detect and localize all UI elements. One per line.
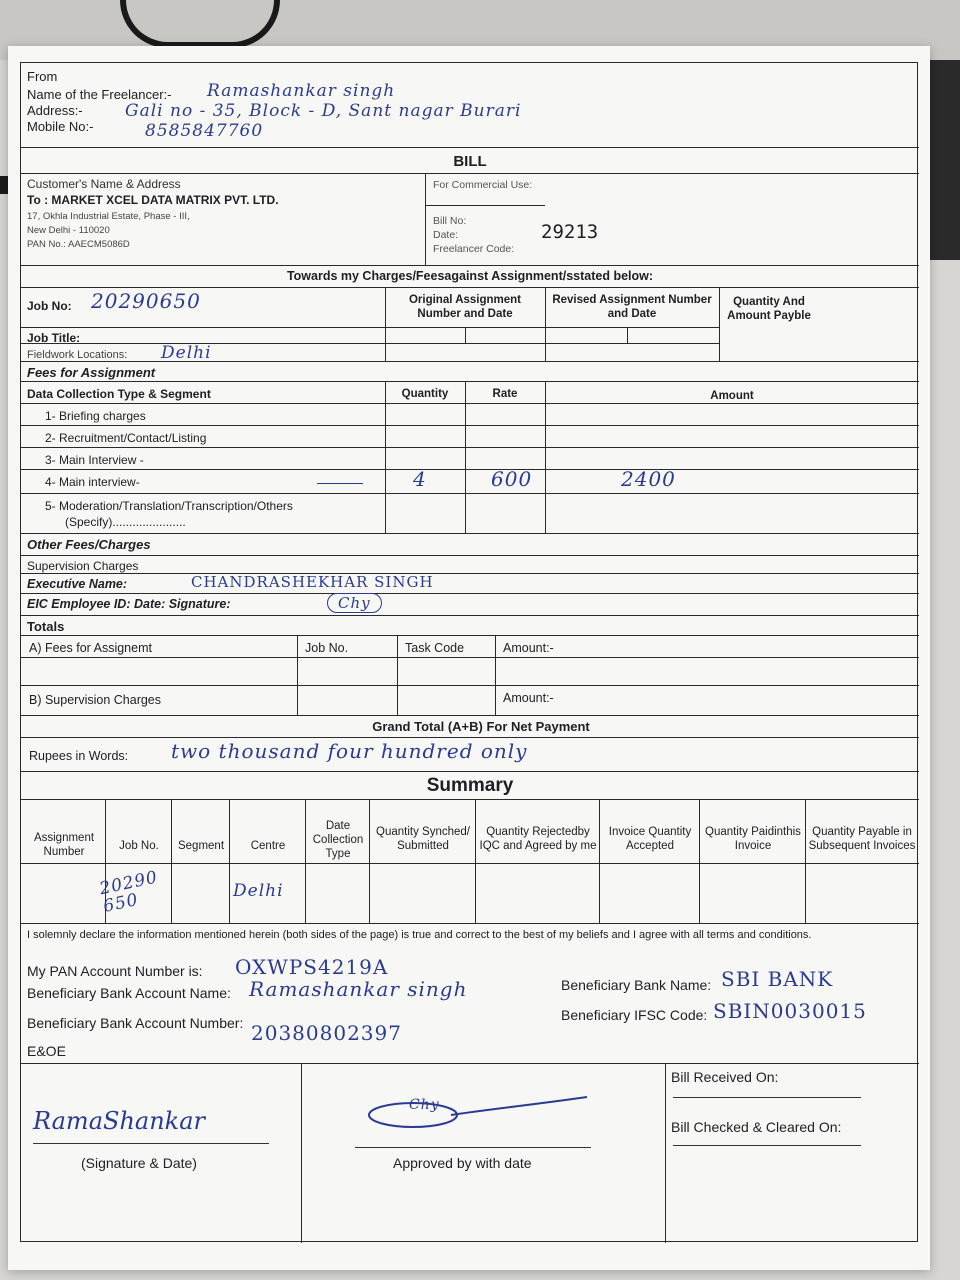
account-name-value: Ramashankar singh (249, 977, 468, 1001)
original-assignment-header: Original Assignment Number and Date (408, 294, 522, 320)
address-value: Gali no - 35, Block - D, Sant nagar Burari (125, 101, 522, 121)
summary-quantity-payable-header: Quantity Payable in Subsequent Invoices (808, 826, 916, 852)
bank-name-value: SBI BANK (721, 967, 834, 991)
job-no-value: 20290650 (91, 289, 201, 313)
bill-form (20, 62, 918, 1242)
rate-header: Rate (492, 388, 518, 400)
fee-item-1: 1- Briefing charges (45, 409, 146, 423)
ifsc-label: Beneficiary IFSC Code: (561, 1007, 708, 1023)
fee-item-5-specify: (Specify)...................... (65, 515, 186, 529)
bill-received-label: Bill Received On: (671, 1069, 779, 1085)
quantity-amount-header: Quantity And Amount Payble (727, 296, 811, 322)
eic-label: EIC Employee ID: Date: Signature: (27, 597, 231, 611)
customer-address-line1: 17, Okhla Industrial Estate, Phase - III, (27, 211, 190, 222)
account-number-value: 20380802397 (251, 1021, 402, 1045)
commercial-use-label: For Commercial Use: (433, 179, 533, 191)
mobile-value: 8585847760 (145, 121, 264, 141)
customer-to: To : MARKET XCEL DATA MATRIX PVT. LTD. (27, 193, 279, 207)
totals-amount-a: Amount:- (503, 641, 554, 655)
grand-total-label: Grand Total (A+B) For Net Payment (372, 719, 590, 734)
eoe-label: E&OE (27, 1043, 66, 1059)
bill-title: BILL (453, 153, 487, 170)
totals-job-no: Job No. (305, 641, 349, 655)
summary-centre-header: Centre (250, 840, 286, 852)
summary-assignment-number-header: Assignment Number (33, 832, 95, 858)
summary-quantity-synched-header: Quantity Synched/ Submitted (376, 826, 470, 852)
summary-job-no-header: Job No. (119, 840, 159, 852)
fee-item-4: 4- Main interview- (45, 475, 140, 489)
totals-amount-b: Amount:- (503, 691, 554, 705)
customer-label: Customer's Name & Address (27, 177, 181, 191)
from-label: From (27, 69, 58, 84)
approval-signature-scribble (351, 1089, 591, 1139)
fee-item-2: 2- Recruitment/Contact/Listing (45, 431, 207, 445)
summary-title: Summary (426, 775, 514, 796)
summary-date-collection-header: Date Collection Type (312, 820, 364, 860)
signature-caption: (Signature & Date) (81, 1155, 197, 1171)
declaration-text: I solemnly declare the information mentioned herein (both sides of the page) is true and correct to the best of my beliefs and I agree with all terms and conditions. (27, 929, 812, 941)
approval-signature: Chy (409, 1097, 440, 1113)
customer-pan: PAN No.: AAECM5086D (27, 239, 130, 250)
data-collection-type-header: Data Collection Type & Segment (27, 387, 211, 401)
mobile-label: Mobile No:- (27, 119, 94, 134)
fees-title: Fees for Assignment (27, 365, 156, 380)
cable (120, 0, 280, 48)
freelancer-name-value: Ramashankar singh (207, 81, 396, 101)
fieldwork-value: Delhi (161, 343, 212, 363)
supervision-total-label: B) Supervision Charges (29, 693, 162, 707)
summary-job-no-value: 20290 650 (97, 867, 160, 917)
summary-quantity-rejected-header: Quantity Rejectedby IQC and Agreed by me (479, 826, 597, 852)
executive-name-value: CHANDRASHEKHAR SINGH (191, 573, 434, 591)
freelancer-name-label: Name of the Freelancer:- (27, 87, 172, 102)
rupees-words-label: Rupees in Words: (29, 749, 129, 763)
pan-value: OXWPS4219A (235, 955, 389, 979)
account-name-label: Beneficiary Bank Account Name: (27, 985, 231, 1001)
eic-signature: Chy (327, 593, 382, 613)
totals-title: Totals (27, 619, 65, 634)
ifsc-value: SBIN0030015 (713, 999, 867, 1023)
fee-item-3: 3- Main Interview - (45, 453, 144, 467)
date-label: Date: (433, 229, 459, 241)
quantity-header: Quantity (401, 388, 449, 400)
bill-no-label: Bill No: (433, 215, 467, 227)
freelancer-code-label: Freelancer Code: (433, 243, 515, 255)
job-title-label: Job Title: (27, 331, 81, 345)
date-value: 29213 (541, 221, 599, 243)
towards-heading: Towards my Charges/Feesagainst Assignment/sstated below: (286, 269, 654, 283)
pan-label: My PAN Account Number is: (27, 963, 203, 979)
account-number-label: Beneficiary Bank Account Number: (27, 1015, 244, 1031)
executive-name-label: Executive Name: (27, 577, 128, 591)
job-no-label: Job No: (27, 299, 72, 313)
revised-assignment-header: Revised Assignment Number and Date (552, 294, 712, 320)
customer-address-line2: New Delhi - 110020 (27, 225, 110, 236)
fees-assignment-label: A) Fees for Assignemt (29, 641, 152, 655)
dash-mark (317, 483, 363, 484)
bank-name-label: Beneficiary Bank Name: (561, 977, 712, 993)
totals-task-code: Task Code (405, 641, 465, 655)
fee-item-5: 5- Moderation/Translation/Transcription/Others (45, 499, 293, 513)
address-label: Address:- (27, 103, 83, 118)
summary-invoice-quantity-header: Invoice Quantity Accepted (608, 826, 692, 852)
approved-caption: Approved by with date (393, 1155, 532, 1171)
row4-quantity: 4 (413, 467, 427, 491)
summary-segment-header: Segment (177, 840, 225, 852)
summary-quantity-paid-header: Quantity Paidinthis Invoice (705, 826, 801, 852)
summary-centre-value: Delhi (233, 881, 284, 901)
freelancer-signature: RamaShankar (33, 1107, 205, 1135)
row4-amount: 2400 (621, 467, 676, 491)
rupees-words-value: two thousand four hundred only (171, 739, 528, 763)
amount-header: Amount (710, 390, 754, 402)
row4-rate: 600 (491, 467, 533, 491)
fieldwork-label: Fieldwork Locations: (27, 349, 128, 361)
other-fees-title: Other Fees/Charges (27, 537, 151, 552)
bill-checked-label: Bill Checked & Cleared On: (671, 1119, 842, 1135)
bill-paper (8, 46, 930, 1270)
supervision-charges-label: Supervision Charges (27, 559, 139, 573)
